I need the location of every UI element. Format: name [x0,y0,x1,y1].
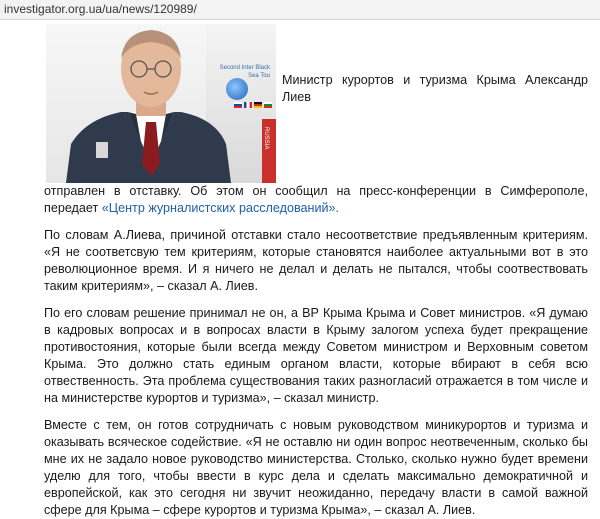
minister-photo [46,24,276,183]
url-text: investigator.org.ua/ua/news/120989/ [4,2,197,16]
flag-icon [264,102,272,108]
lead-text-part1: Министр курортов и туризма Крыма Александр Лиев [282,73,588,104]
source-link[interactable]: «Центр журналистских расследований». [101,201,340,215]
flag-icon [244,102,252,108]
rollup-banner: RUSSIA [262,119,276,183]
banner-text: Second Inter Black Sea Tou [219,65,270,79]
lead-text-part2: отправлен в отставку. Об этом он сообщил на пресс-конференции в Симферополе, передает [44,184,588,215]
flag-icon [254,102,262,108]
minister-portrait [66,24,236,183]
article-paragraph: По его словам решение принимал не он, а ВР Крыма Крыма и Совет министров. «Я думаю в кадровых вопросах и в вопросах власти в Крыму залогом успеха будет прекращение противостояния, которые были всегда между Советом министром и Верховным советом Крыма. Это должно стать единым органом власти, которые вбирают в себя всю отвественность. Эта проблема существования таких разногласий отражается в том числе и на министерстве курортов и туризма», – сказал министр. [44,306,588,405]
lead-paragraph-continued [44,183,588,217]
article-body [0,20,600,519]
article-paragraph: Вместе с тем, он готов сотрудничать с новым руководством миникурортов и туризма и оказывать всяческое содействие. «Я не оставлю ни один вопрос неотвеченным, сколько бы мне их не задало новое руководство министерства. Столько, сколько нужно будет времени уделю для того, чтобы ввести в курс дела и сделать максимально демократичной и европейской, как это сегодня ни звучит неожиданно, передачу власти в самой важной сфере для Крыма – сфере курортов и туризма Крыма», – сказал А. Лиев. [44,418,588,517]
address-bar[interactable] [0,0,600,20]
article-paragraph: По словам А.Лиева, причиной отставки стало несоответствие предъявленным критериям. «Я не соответсвую тем критериям, которые становятся наиболее актуальными вот в это революционное время. И я ничего не делал и делать не пытался, чтобы соотвествовать таким критериям», – сказал А. Лиев. [44,228,588,293]
